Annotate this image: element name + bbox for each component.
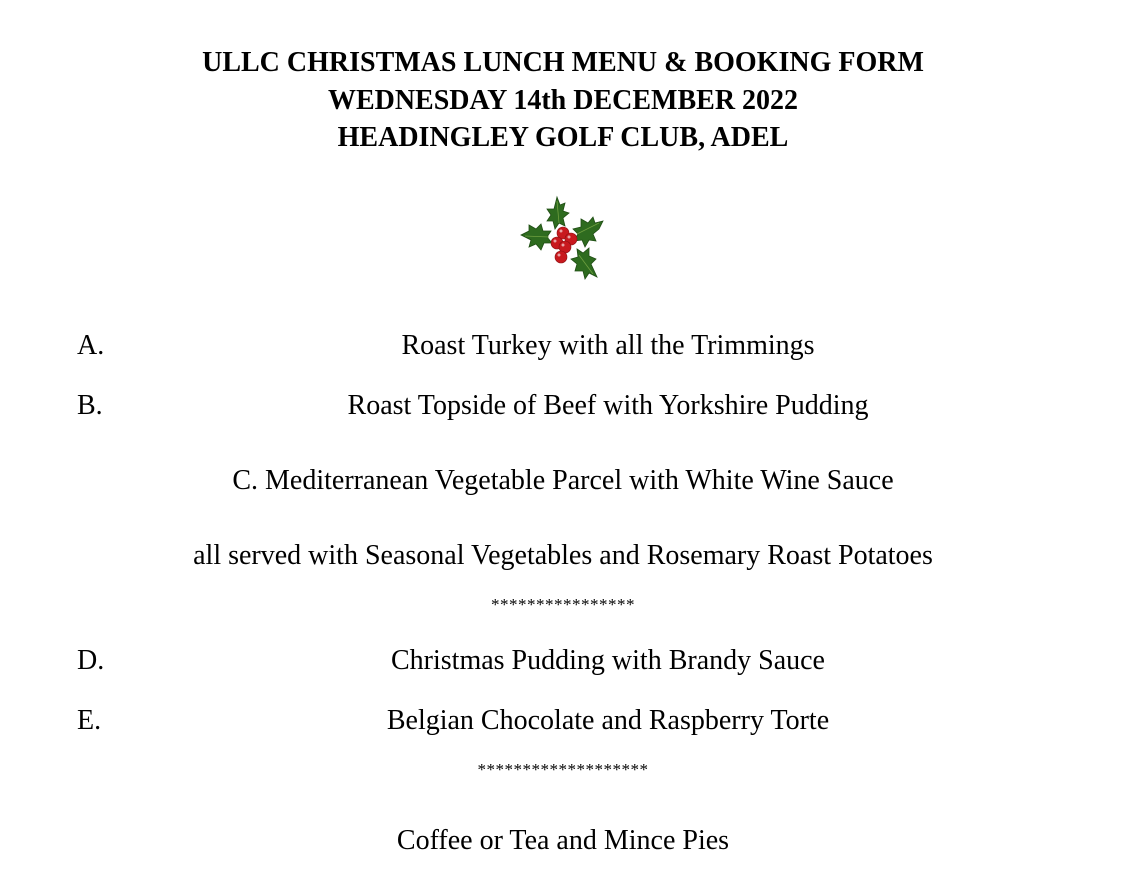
main-course-c: C. Mediterranean Vegetable Parcel with White Wine Sauce	[232, 465, 894, 496]
course-letter: D.	[77, 645, 105, 676]
event-venue: HEADINGLEY GOLF CLUB, ADEL	[337, 122, 789, 153]
course-dish: Roast Topside of Beef with Yorkshire Pudding	[347, 390, 869, 421]
event-date: WEDNESDAY 14th DECEMBER 2022	[327, 84, 799, 116]
separator: *******************	[477, 760, 649, 779]
separator: ****************	[491, 595, 635, 614]
holly-icon	[519, 193, 607, 281]
course-letter: A.	[77, 330, 105, 361]
course-letter: E.	[77, 705, 102, 736]
served-with-note: all served with Seasonal Vegetables and Rosemary Roast Potatoes	[193, 540, 933, 571]
closing-line: Coffee or Tea and Mince Pies	[396, 825, 730, 856]
course-dish: Christmas Pudding with Brandy Sauce	[391, 645, 825, 676]
menu-title: ULLC CHRISTMAS LUNCH MENU & BOOKING FORM	[202, 47, 924, 78]
course-dish: Belgian Chocolate and Raspberry Torte	[386, 705, 830, 736]
course-letter: B.	[77, 390, 103, 421]
menu-header	[0, 44, 1126, 157]
course-dish: Roast Turkey with all the Trimmings	[401, 330, 815, 361]
